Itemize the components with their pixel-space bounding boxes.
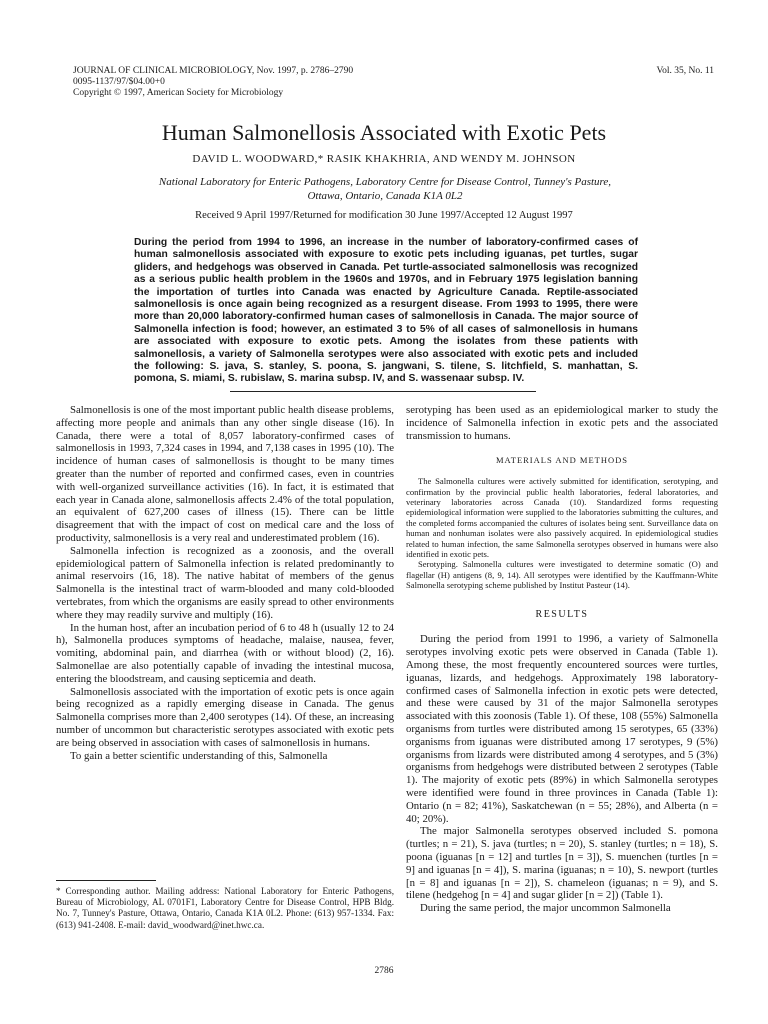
article-title: Human Salmonellosis Associated with Exotic Pets (161, 120, 607, 145)
body-paragraph: Salmonella infection is recognized as a zoonosis, and the overall epidemiological pattern of Salmonella infection is related predominantly to animal reservoirs (16, 18). The native habitat of members of the genus Salmonella is the intestinal tract of warm-blooded and many cold-blooded vertebrates, from which the organisms are easily spread to other environments where they may readily survive and multiply (16). (56, 544, 394, 621)
journal-header (73, 66, 353, 99)
abstract: During the period from 1994 to 1996, an increase in the number of laboratory-confirmed cases of human salmonellosis associated with exposure to exotic pets including iguanas, pet turtles, sugar gliders, and hedgehogs was observed in Canada. Pet turtle-associated salmonellosis was recognized as a serious public health problem in the 1960s and 1970s, and in February 1975 legislation banning the importation of turtles into Canada was enacted by Agriculture Canada. Reptile-associated salmonellosis is once again being recognized as a resurgent disease. From 1993 to 1995, there were more than 20,000 laboratory-confirmed human cases of salmonellosis in Canada. The major source of Salmonella infection is food; however, an estimated 3 to 5% of all cases of salmonellosis in humans are associated with exposure to exotic pets. Among the isolates from these patients with salmonellosis, a variety of Salmonella serotypes were also associated with exotic pets and included the following: S. java, S. stanley, S. poona, S. jangwani, S. tilene, S. litchfield, S. manhattan, S. pomona, S. miami, S. rubislaw, S. marina subsp. IV, and S. wassenaar subsp. IV. (134, 237, 638, 385)
right-column (406, 404, 718, 915)
corresponding-author-footnote: * Corresponding author. Mailing address: National Laboratory for Enteric Pathogens, Bureau of Microbiology, AL 0701F1, Laboratory Centre for Disease Control, HPB Bldg. No. 7, Tunney's Pasture, Ottawa, Ontario, Canada K1A 0L2. Phone: (613) 957-1334. Fax: (613) 941-2408. E-mail: david_woodward@inet.hwc.ca. (56, 886, 394, 930)
body-paragraph: Salmonellosis is one of the most important public health disease problems, affecting more people and animals than any other single disease (16). In Canada, there were a total of 8,057 laboratory-confirmed cases of salmonellosis in 1993, 7,324 cases in 1994, and 7,138 cases in 1995 (10). The incidence of human cases of salmonellosis is thought to be many times greater than the number of reported and confirmed cases, even in countries with well-organized surveillance activities (16). In fact, it is estimated that each year in Canada alone, salmonellosis affects 2.4% of the total population, an equivalent of 627,200 cases of illness (15). There can be little disagreement that with the impact of cost on medical care and the loss of productivity, salmonellosis is a very real and underestimated problem (16). (56, 404, 394, 544)
methods-paragraph: The Salmonella cultures were actively submitted for identification, serotyping, and confirmation by the provincial public health laboratories, federal laboratories, and veterinary laboratories across Canada (10). Standardized forms requesting epidemiological information were supplied to the laboratories submitting the cultures, and the completed forms accompanied the cultures of isolates being sent. Surveillance data on human and nonhuman isolates were also passively acquired. In epidemiological studies related to human infection, the same Salmonella serotypes observed in humans were also identified in exotic pets. (406, 476, 718, 560)
copyright: Copyright © 1997, American Society for Microbiology (73, 88, 284, 98)
left-column (56, 404, 394, 762)
results-paragraph: During the same period, the major uncommon Salmonella (420, 902, 671, 915)
methods-paragraph: Serotyping. Salmonella cultures were investigated to determine somatic (O) and flagellar (H) antigens (8, 9, 14). All serotypes were identified by the Kauffmann-White Salmonella serotyping scheme published by Institut Pasteur (14). (406, 559, 718, 591)
body-paragraph: To gain a better scientific understanding of this, Salmonella (70, 749, 328, 762)
methods-section (406, 476, 718, 590)
page-number: 2786 (374, 966, 394, 976)
methods-heading: MATERIALS AND METHODS (496, 455, 628, 466)
author-list: DAVID L. WOODWARD,* RASIK KHAKHRIA, AND WENDY M. JOHNSON (192, 153, 576, 165)
results-paragraph: During the period from 1991 to 1996, a variety of Salmonella serotypes involving exotic pets were observed in Canada (Table 1). Among these, the most frequently encountered sources were turtles, iguanas, lizards, and hedgehogs. Approximately 198 laboratory-confirmed cases of Salmonella infection in exotic pets were detected, and these were caused by 31 of the major Salmonella serotypes associated with this zoonosis (Table 1). Of these, 108 (55%) Salmonella organisms from turtles were distributed among 15 serotypes, 65 (33%) organisms from iguanas were distributed among 17 serotypes, 9 (5%) organisms from lizards were distributed among 4 serotypes, and 5 (3%) organisms from hedgehogs were distributed between 2 serotypes (Table 1). The majority of exotic pets (89%) in which Salmonella serotypes were identified were found in three provinces in Canada (Table 1): Ontario (n = 82; 41%), Saskatchewan (n = 55; 28%), and Alberta (n = 40; 20%). (406, 633, 718, 825)
body-paragraph: In the human host, after an incubation period of 6 to 48 h (usually 12 to 24 h), Salmonella produces symptoms of headache, malaise, nausea, fever, vomiting, abdominal pain, and diarrhea (with or without blood) (2, 16). Salmonellae are also potentially capable of invading the intestinal mucosa, entering the bloodstream, and causing septicemia and death. (56, 621, 394, 685)
received-dates: Received 9 April 1997/Returned for modification 30 June 1997/Accepted 12 August 1997 (195, 210, 573, 221)
issn: 0095-1137/97/$04.00+0 (73, 77, 165, 87)
volume-issue: Vol. 35, No. 11 (656, 66, 714, 76)
body-paragraph: serotyping has been used as an epidemiological marker to study the incidence of Salmonella infection in exotic pets and the associated transmission to humans. (406, 404, 718, 442)
affiliation-line: Ottawa, Ontario, Canada K1A 0L2 (307, 190, 463, 202)
abstract-divider (230, 391, 536, 392)
body-paragraph: Salmonellosis associated with the importation of exotic pets is once again being recognized as a rapidly emerging disease in Canada. The genus Salmonella comprises more than 2,400 serotypes (14). Of these, an increasing number of uncommon but characteristic serotypes associated with exotic pets are being observed in association with cases of salmonellosis in humans. (56, 685, 394, 749)
footnote-divider (56, 880, 156, 881)
affiliation (140, 175, 630, 203)
results-heading: RESULTS (535, 608, 589, 620)
journal-citation: JOURNAL OF CLINICAL MICROBIOLOGY, Nov. 1997, p. 2786–2790 (73, 66, 354, 76)
affiliation-line: National Laboratory for Enteric Pathogens, Laboratory Centre for Disease Control, Tunney's Pasture, (158, 176, 612, 188)
results-paragraph: The major Salmonella serotypes observed included S. pomona (turtles; n = 21), S. java (turtles; n = 20), S. stanley (turtles; n = 18), S. poona (iguanas [n = 12] and turtles [n = 3]), S. muenchen (turtles [n = 9] and iguanas [n = 4]), S. marina (iguanas; n = 10), S. newport (turtles [n = 8] and iguanas [n = 2]), S. chameleon (iguanas; n = 9), and S. tilene (hedgehog [n = 4] and sugar glider [n = 2]) (Table 1). (406, 825, 718, 902)
